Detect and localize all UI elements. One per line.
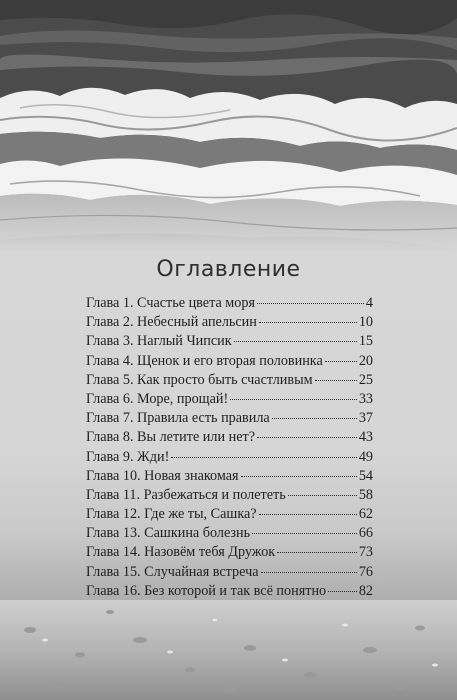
toc-entry-label: Глава 13. Сашкина болезнь — [86, 525, 251, 542]
toc-entry-label: Глава 5. Как просто быть счастливым — [86, 371, 313, 388]
toc-entry — [86, 429, 373, 448]
toc-entry-page: 25 — [358, 371, 373, 388]
toc-dot-leader — [171, 457, 357, 458]
toc-list — [86, 295, 373, 602]
toc-entry-label: Глава 14. Назовём тебя Дружок — [86, 544, 276, 561]
toc-dot-leader — [328, 591, 357, 592]
toc-entry — [86, 487, 373, 506]
toc-entry-page: 76 — [358, 563, 373, 580]
toc-entry-label: Глава 10. Новая знакомая — [86, 467, 239, 484]
toc-entry — [86, 353, 373, 372]
toc-dot-leader — [234, 341, 357, 342]
toc-title: Оглавление — [156, 257, 301, 282]
toc-entry-label: Глава 12. Где же ты, Сашка? — [86, 506, 257, 523]
toc-entry-label: Глава 11. Разбежаться и полететь — [86, 486, 286, 503]
toc-entry-label: Глава 3. Наглый Чипсик — [86, 333, 232, 350]
toc-entry-page: 15 — [358, 333, 373, 350]
toc-entry-label: Глава 6. Море, прощай! — [86, 390, 229, 407]
toc-entry-page: 4 — [365, 295, 373, 311]
toc-dot-leader — [277, 552, 357, 553]
toc-dot-leader — [325, 361, 357, 362]
toc-entry-label: Глава 16. Без которой и так всё понятно — [86, 582, 327, 599]
toc-entry-page: 58 — [358, 486, 373, 503]
toc-entry-page: 73 — [358, 544, 373, 561]
toc-dot-leader — [272, 418, 357, 419]
toc-entry-label: Глава 1. Счастье цвета моря — [86, 295, 255, 311]
toc-entry — [86, 583, 373, 602]
toc-entry — [86, 372, 373, 391]
toc-entry-page: 82 — [358, 582, 373, 599]
toc-dot-leader — [230, 399, 357, 400]
toc-entry-page: 54 — [358, 467, 373, 484]
toc-entry-page: 43 — [358, 429, 373, 446]
toc-dot-leader — [241, 476, 357, 477]
toc-entry — [86, 314, 373, 333]
toc-dot-leader — [288, 495, 357, 496]
toc-entry — [86, 449, 373, 468]
toc-entry — [86, 525, 373, 544]
toc-entry — [86, 333, 373, 352]
toc-entry-label: Глава 8. Вы летите или нет? — [86, 429, 256, 446]
toc-entry-label: Глава 15. Случайная встреча — [86, 563, 259, 580]
toc-entry-page: 49 — [358, 448, 373, 465]
toc-dot-leader — [252, 533, 357, 534]
toc-entry — [86, 410, 373, 429]
toc-entry-page: 62 — [358, 506, 373, 523]
toc-entry-label: Глава 4. Щенок и его вторая половинка — [86, 352, 323, 369]
toc-entry — [86, 506, 373, 525]
toc-entry — [86, 391, 373, 410]
toc-entry — [86, 468, 373, 487]
toc-dot-leader — [257, 437, 357, 438]
toc-entry — [86, 564, 373, 583]
toc-dot-leader — [259, 514, 357, 515]
toc-entry-page: 33 — [358, 390, 373, 407]
toc-entry — [86, 295, 373, 314]
toc-dot-leader — [261, 572, 357, 573]
toc-entry-page: 37 — [358, 410, 373, 427]
toc-dot-leader — [315, 380, 357, 381]
toc-entry-label: Глава 2. Небесный апельсин — [86, 314, 257, 331]
toc-entry-page: 20 — [358, 352, 373, 369]
toc-entry-label: Глава 7. Правила есть правила — [86, 410, 270, 427]
toc-dot-leader — [259, 322, 357, 323]
toc-entry-page: 10 — [358, 314, 373, 331]
toc-entry-label: Глава 9. Жди! — [86, 448, 170, 465]
toc-entry — [86, 544, 373, 563]
toc-entry-page: 66 — [358, 525, 373, 542]
toc-dot-leader — [257, 303, 364, 304]
